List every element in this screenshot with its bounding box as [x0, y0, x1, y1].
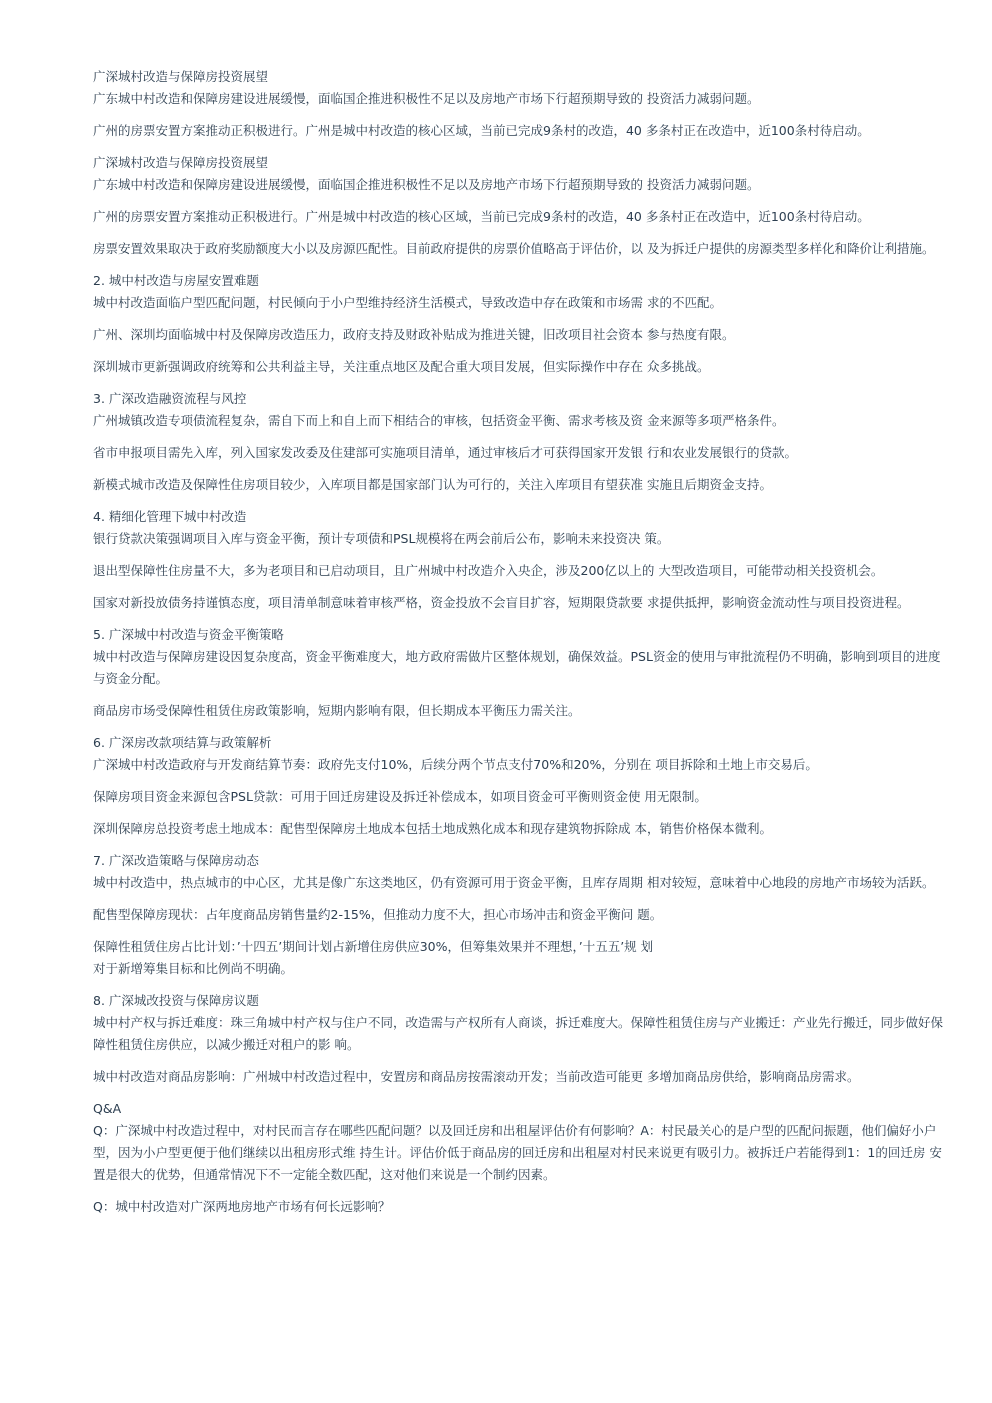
paragraph: 银行贷款决策强调项目入库与资金平衡，预计专项债和PSL规模将在两会前后公布，影响未来投资决 策。	[93, 531, 670, 546]
paragraph: Q：广深城中村改造过程中，对村民而言存在哪些匹配问题？以及回迁房和出租屋评估价有何影响？A：村民最关心的是户型的匹配问振题，他们偏好小户型，因为小户型更便于他们继续以出租房形式维 持生计。评估价低于商品房的回迁房和出租屋对村民来说更有吸引力。被拆迁户若能得到1：1的回迁房 安置是很大的优势，但通常情况下不一定能全数匹配，这对他们来说是一个制约因素。	[93, 1123, 942, 1182]
section-heading: 3. 广深改造融资流程与风控	[93, 391, 247, 406]
paragraph: 省市申报项目需先入库，列入国家发改委及住建部可实施项目清单，通过审核后才可获得国家开发银 行和农业发展银行的贷款。	[93, 445, 797, 460]
paragraph: 广州、深圳均面临城中村及保障房改造压力，政府支持及财政补贴成为推进关键，旧改项目社会资本 参与热度有限。	[93, 327, 735, 342]
paragraph: 广州的房票安置方案推动正积极进行。广州是城中村改造的核心区域，当前已完成9条村的改造，40 多条村正在改造中，近100条村待启动。	[93, 209, 870, 224]
document-page	[93, 66, 943, 1228]
paragraph: 广州的房票安置方案推动正积极进行。广州是城中村改造的核心区域，当前已完成9条村的改造，40 多条村正在改造中，近100条村待启动。	[93, 123, 870, 138]
section-heading: Q&A	[93, 1101, 122, 1116]
paragraph: 配售型保障房现状：占年度商品房销售量约2-15%，但推动力度不大，担心市场冲击和资金平衡问 题。	[93, 907, 663, 922]
paragraph: 城中村产权与拆迁难度：珠三角城中村产权与住户不同，改造需与产权所有人商谈，拆迁难度大。保障性租赁住房与产业搬迁：产业先行搬迁，同步做好保障性租赁住房供应，以减少搬迁对租户的影 响。	[93, 1015, 944, 1052]
paragraph: 广州城镇改造专项债流程复杂，需自下而上和自上而下相结合的审核，包括资金平衡、需求考核及资 金来源等多项严格条件。	[93, 413, 785, 428]
paragraph: 新模式城市改造及保障性住房项目较少，入库项目都是国家部门认为可行的，关注入库项目有望获准 实施且后期资金支持。	[93, 477, 772, 492]
paragraph: 商品房市场受保障性租赁住房政策影响，短期内影响有限，但长期成本平衡压力需关注。	[93, 703, 581, 718]
section-heading: 2. 城中村改造与房屋安置难题	[93, 273, 259, 288]
paragraph: 广东城中村改造和保障房建设进展缓慢，面临国企推进积极性不足以及房地产市场下行超预期导致的 投资活力减弱问题。	[93, 177, 760, 192]
paragraph: 深圳保障房总投资考虑土地成本：配售型保障房土地成本包括土地成熟化成本和现存建筑物拆除成 本，销售价格保本微利。	[93, 821, 772, 836]
paragraph: 广深城中村改造政府与开发商结算节奏：政府先支付10%，后续分两个节点支付70%和20%，分别在 项目拆除和土地上市交易后。	[93, 757, 818, 772]
paragraph: Q：城中村改造对广深两地房地产市场有何长远影响？	[93, 1199, 391, 1214]
paragraph: 退出型保障性住房量不大，多为老项目和已启动项目，且广州城中村改造介入央企，涉及200亿以上的 大型改造项目，可能带动相关投资机会。	[93, 563, 884, 578]
section-heading: 8. 广深城改投资与保障房议题	[93, 993, 259, 1008]
section-heading: 广深城村改造与保障房投资展望	[93, 69, 269, 84]
paragraph	[93, 936, 943, 980]
paragraph: 广东城中村改造和保障房建设进展缓慢，面临国企推进积极性不足以及房地产市场下行超预期导致的 投资活力减弱问题。	[93, 91, 760, 106]
section-heading: 5. 广深城中村改造与资金平衡策略	[93, 627, 284, 642]
section-heading: 7. 广深改造策略与保障房动态	[93, 853, 259, 868]
paragraph: 国家对新投放债务持谨慎态度，项目清单制意味着审核严格，资金投放不会盲目扩容，短期限贷款要 求提供抵押，影响资金流动性与项目投资进程。	[93, 595, 910, 610]
paragraph: 保障房项目资金来源包含PSL贷款：可用于回迁房建设及拆迁补偿成本，如项目资金可平衡则资金使 用无限制。	[93, 789, 707, 804]
paragraph: 城中村改造面临户型匹配问题，村民倾向于小户型维持经济生活模式，导致改造中存在政策和市场需 求的不匹配。	[93, 295, 722, 310]
paragraph: 城中村改造中，热点城市的中心区，尤其是像广东这类地区，仍有资源可用于资金平衡，且库存周期 相对较短，意味着中心地段的房地产市场较为活跃。	[93, 875, 935, 890]
paragraph: 房票安置效果取决于政府奖励额度大小以及房源匹配性。目前政府提供的房票价值略高于评估价，以 及为拆迁户提供的房源类型多样化和降价让利措施。	[93, 241, 935, 256]
paragraph: 城中村改造对商品房影响：广州城中村改造过程中，安置房和商品房按需滚动开发；当前改造可能更 多增加商品房供给，影响商品房需求。	[93, 1069, 860, 1084]
section-heading: 4. 精细化管理下城中村改造	[93, 509, 247, 524]
section-heading: 6. 广深房改款项结算与政策解析	[93, 735, 272, 750]
paragraph-line: 保障性租赁住房占比计划：’十四五’期间计划占新增住房供应30%，但筹集效果并不理想，’十五五’规 划	[93, 939, 654, 954]
paragraph-line: 对于新增筹集目标和比例尚不明确。	[93, 961, 294, 976]
paragraph: 城中村改造与保障房建设因复杂度高，资金平衡难度大，地方政府需做片区整体规划，确保效益。PSL资金的使用与审批流程仍不明确，影响到项目的进度与资金分配。	[93, 649, 941, 686]
paragraph: 深圳城市更新强调政府统筹和公共利益主导，关注重点地区及配合重大项目发展，但实际操作中存在 众多挑战。	[93, 359, 710, 374]
section-heading: 广深城村改造与保障房投资展望	[93, 155, 269, 170]
